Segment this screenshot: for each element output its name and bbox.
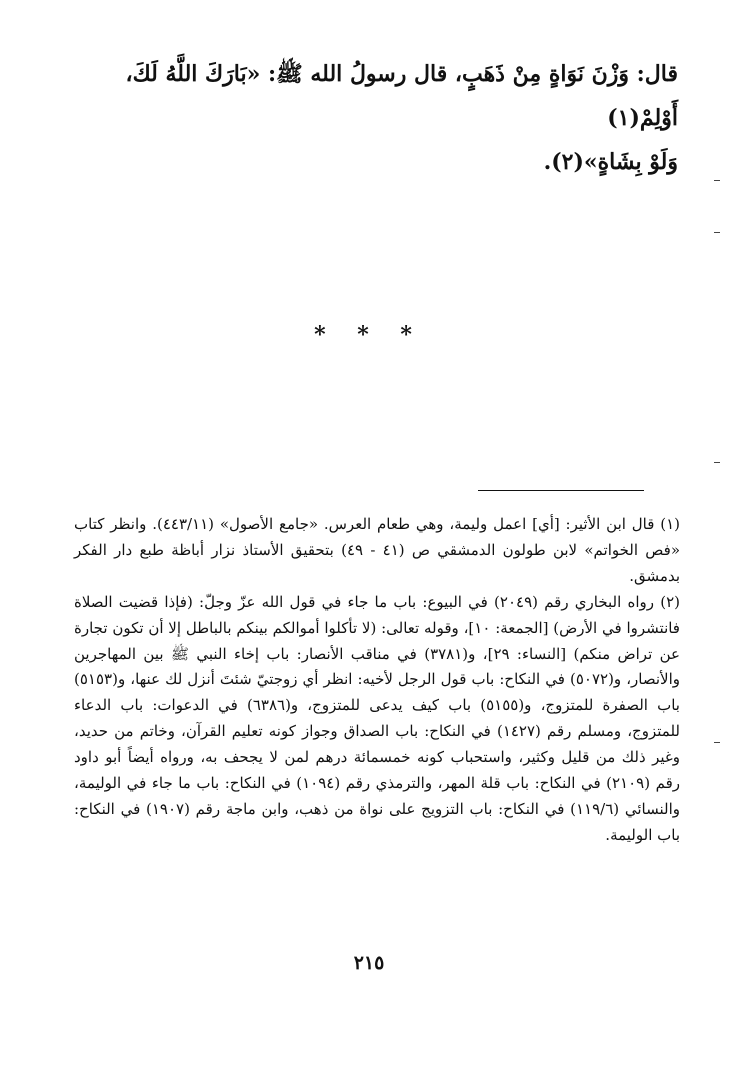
margin-mark — [714, 232, 720, 233]
main-text-line-1: قال: وَزْنَ نَوَاةٍ مِنْ ذَهَبٍ، قال رسولُ الله ﷺ: «بَارَكَ اللَّهُ لَكَ، أَوْلِمْ(١) — [125, 61, 678, 131]
margin-mark — [714, 462, 720, 463]
main-text — [70, 52, 678, 184]
page-number: ٢١٥ — [353, 952, 385, 974]
margin-mark — [714, 180, 720, 181]
footnote-1: (١) قال ابن الأثير: [أي] اعمل وليمة، وهي طعام العرس. «جامع الأصول» (٤٤٣/١١). وانظر كتاب «فص الخواتم» لابن طولون الدمشقي ص (٤١ - ٤٩) بتحقيق الأستاذ نزار أباظة طبع دار الفكر بدمشق. — [74, 515, 681, 585]
margin-mark — [714, 742, 720, 743]
section-separator: * * * — [314, 322, 424, 348]
main-text-line-2: وَلَوْ بِشَاةٍ»(٢). — [543, 149, 678, 175]
footnotes — [74, 512, 680, 849]
footnote-2: (٢) رواه البخاري رقم (٢٠٤٩) في البيوع: باب ما جاء في قول الله عزّ وجلّ: (فإذا قضيت الصلاة فانتشروا في الأرض) [الجمعة: ١٠]، وقوله تعالى: (لا تأكلوا أموالكم بينكم بالباطل إلا أن تكون تجارة عن تراض منكم) [النساء: ٢٩]، و(٣٧٨١) في مناقب الأنصار: باب إخاء النبي ﷺ بين المهاجرين والأنصار، و(٥٠٧٢) في النكاح: باب قول الرجل لأخيه: انظر أي زوجتيّ شئتَ أنزل لك عنها، و(٥١٥٣) باب الصفرة للمتزوج، و(٥١٥٥) باب كيف يدعى للمتزوج، و(٦٣٨٦) في الدعوات: باب الدعاء للمتزوج، ومسلم رقم (١٤٢٧) في النكاح: باب الصداق وجواز كونه تعليم القرآن، وخاتم من حديد، وغير ذلك من قليل وكثير، واستحباب كونه خمسمائة درهم لمن لا يجحف به، ورواه أيضاً أبو داود رقم (٢١٠٩) في النكاح: باب قلة المهر، والترمذي رقم (١٠٩٤) في النكاح: باب ما جاء في الوليمة، والنسائي (١١٩/٦) في النكاح: باب التزويج على نواة من ذهب، وابن ماجة رقم (١٩٠٧) في النكاح: باب الوليمة. — [74, 592, 680, 844]
footnote-divider — [478, 490, 644, 491]
